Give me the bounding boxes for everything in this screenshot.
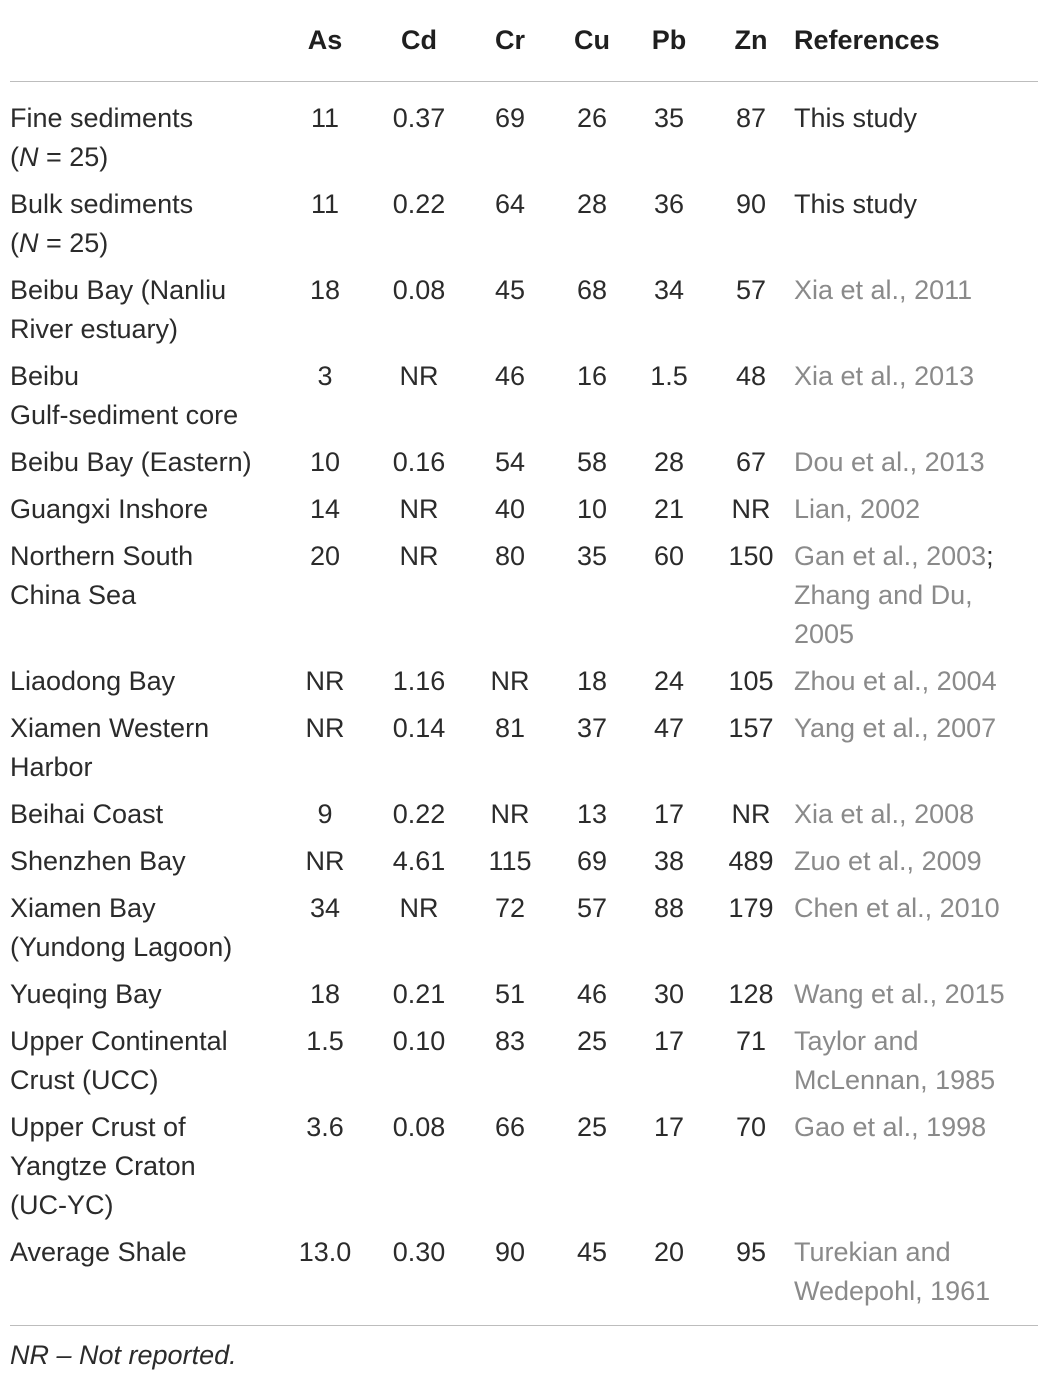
cd-value: 4.61 (392, 846, 446, 876)
zn-value: 57 (735, 275, 767, 305)
zn-value: 90 (735, 189, 767, 219)
reference-link[interactable]: Dou et al., 2013 (794, 447, 985, 477)
as-value: 13.0 (298, 1237, 352, 1267)
reference-cell (794, 709, 1038, 795)
cd-value: 0.21 (392, 979, 446, 1009)
reference-cell (794, 889, 1038, 975)
header-cd: Cd (372, 0, 466, 82)
location-line: (Yundong Lagoon) (10, 932, 233, 962)
cd-value: 0.08 (392, 1112, 446, 1142)
location-line: Beibu Bay (Eastern) (10, 447, 252, 477)
header-pb: Pb (630, 0, 708, 82)
location-cell (10, 490, 278, 537)
cd-value: 0.10 (392, 1026, 446, 1056)
reference-cell (794, 1108, 1038, 1233)
location-line: River estuary) (10, 314, 179, 344)
cu-value: 18 (576, 666, 608, 696)
reference-link[interactable]: Gan et al., 2003 (794, 541, 987, 571)
cu-value: 13 (576, 799, 608, 829)
as-value: 14 (309, 494, 341, 524)
as-value: 3 (317, 361, 333, 391)
reference-cell (794, 82, 1038, 186)
cd-value: NR (399, 893, 439, 923)
location-line: China Sea (10, 580, 137, 610)
location-cell (10, 709, 278, 795)
reference-cell (794, 842, 1038, 889)
location-line: Xiamen Bay (10, 893, 156, 923)
cu-value: 69 (576, 846, 608, 876)
location-line: Shenzhen Bay (10, 846, 186, 876)
cr-value: 83 (494, 1026, 526, 1056)
as-value: 11 (310, 189, 340, 219)
cr-value: NR (490, 799, 530, 829)
cr-value: 90 (494, 1237, 526, 1267)
pb-value: 21 (653, 494, 685, 524)
reference-link[interactable]: Turekian and (794, 1237, 951, 1267)
table-row (10, 357, 1038, 443)
cr-value: 115 (488, 846, 532, 876)
pb-value: 17 (653, 799, 685, 829)
zn-value: 48 (735, 361, 767, 391)
location-cell (10, 795, 278, 842)
reference-cell (794, 975, 1038, 1022)
location-line: Guangxi Inshore (10, 494, 209, 524)
table-row (10, 537, 1038, 662)
reference-line (794, 537, 1038, 576)
pb-value: 17 (653, 1112, 685, 1142)
header-cu: Cu (554, 0, 630, 82)
reference-text: This study (794, 103, 918, 133)
cd-value: 0.16 (392, 447, 446, 477)
table-row (10, 490, 1038, 537)
cu-value: 68 (576, 275, 608, 305)
cu-value: 25 (576, 1112, 608, 1142)
location-line: (N = 25) (10, 228, 109, 258)
zn-value: 87 (735, 103, 767, 133)
pb-value: 24 (653, 666, 685, 696)
location-cell (10, 443, 278, 490)
location-line: Upper Crust of (10, 1112, 186, 1142)
table-row (10, 443, 1038, 490)
cu-value: 46 (576, 979, 608, 1009)
header-zn: Zn (708, 0, 794, 82)
reference-link[interactable]: 2005 (794, 619, 855, 649)
zn-value: 70 (735, 1112, 767, 1142)
table-row (10, 889, 1038, 975)
cu-value: 16 (576, 361, 608, 391)
reference-cell (794, 795, 1038, 842)
reference-link[interactable]: Zhou et al., 2004 (794, 666, 997, 696)
reference-link[interactable]: Chen et al., 2010 (794, 893, 1000, 923)
reference-cell (794, 1233, 1038, 1325)
table-row (10, 795, 1038, 842)
as-value: 9 (317, 799, 333, 829)
location-cell (10, 889, 278, 975)
location-line: (UC-YC) (10, 1190, 114, 1220)
as-value: 10 (309, 447, 341, 477)
location-line: Beihai Coast (10, 799, 164, 829)
zn-value: 489 (728, 846, 774, 876)
location-line: Harbor (10, 752, 93, 782)
reference-link[interactable]: Xia et al., 2011 (794, 275, 973, 305)
pb-value: 17 (653, 1026, 685, 1056)
cr-value: 69 (494, 103, 526, 133)
reference-cell (794, 662, 1038, 709)
cu-value: 35 (576, 541, 608, 571)
location-cell (10, 1022, 278, 1108)
table-body (10, 82, 1038, 1326)
heavy-metal-comparison-table (10, 0, 1038, 1325)
reference-link[interactable]: Wedepohl, 1961 (794, 1276, 991, 1306)
zn-value: 157 (728, 713, 774, 743)
reference-cell (794, 357, 1038, 443)
pb-value: 20 (653, 1237, 685, 1267)
cu-value: 28 (576, 189, 608, 219)
cr-value: 46 (494, 361, 526, 391)
cr-value: NR (490, 666, 530, 696)
as-value: NR (305, 666, 345, 696)
table-row (10, 1108, 1038, 1233)
location-line: Yangtze Craton (10, 1151, 196, 1181)
cu-value: 26 (576, 103, 608, 133)
reference-link[interactable]: Xia et al., 2008 (794, 799, 975, 829)
cd-value: 0.14 (392, 713, 446, 743)
location-cell (10, 1233, 278, 1325)
cr-value: 72 (494, 893, 526, 923)
location-line: Beibu (10, 361, 80, 391)
pb-value: 28 (653, 447, 685, 477)
zn-value: 128 (728, 979, 774, 1009)
table-footnote: NR – Not reported. (10, 1340, 237, 1370)
header-references: References (794, 0, 1038, 82)
reference-link[interactable]: Zhang and Du, (794, 580, 973, 610)
cr-value: 40 (494, 494, 526, 524)
table-row (10, 975, 1038, 1022)
as-value: 18 (309, 979, 341, 1009)
cd-value: NR (399, 494, 439, 524)
location-cell (10, 975, 278, 1022)
header-row (10, 0, 1038, 82)
reference-cell (794, 490, 1038, 537)
reference-separator: ; (986, 541, 994, 571)
cu-value: 25 (576, 1026, 608, 1056)
cr-value: 80 (494, 541, 526, 571)
table-row (10, 1233, 1038, 1325)
reference-text: This study (794, 189, 918, 219)
location-cell (10, 185, 278, 271)
location-line: Bulk sediments (10, 189, 194, 219)
cu-value: 10 (576, 494, 608, 524)
location-cell (10, 842, 278, 889)
location-line: Fine sediments (10, 103, 194, 133)
zn-value: 67 (735, 447, 767, 477)
cd-value: 0.37 (392, 103, 446, 133)
cr-value: 54 (494, 447, 526, 477)
zn-value: NR (731, 799, 771, 829)
cr-value: 64 (494, 189, 526, 219)
as-value: 3.6 (306, 1112, 344, 1142)
reference-link[interactable]: Lian, 2002 (794, 494, 921, 524)
location-cell (10, 271, 278, 357)
cu-value: 57 (576, 893, 608, 923)
table-header (10, 0, 1038, 82)
zn-value: 105 (728, 666, 774, 696)
pb-value: 1.5 (650, 361, 688, 391)
header-cr: Cr (466, 0, 554, 82)
pb-value: 30 (653, 979, 685, 1009)
location-line: Yueqing Bay (10, 979, 162, 1009)
as-value: 11 (310, 103, 340, 133)
location-line: Beibu Bay (Nanliu (10, 275, 227, 305)
reference-link[interactable]: Taylor and (794, 1026, 919, 1056)
cd-value: 0.08 (392, 275, 446, 305)
reference-link[interactable]: Xia et al., 2013 (794, 361, 975, 391)
location-line: Xiamen Western (10, 713, 210, 743)
as-value: 34 (309, 893, 341, 923)
reference-cell (794, 185, 1038, 271)
table-row (10, 185, 1038, 271)
reference-link[interactable]: Yang et al., 2007 (794, 713, 997, 743)
table-row (10, 271, 1038, 357)
zn-value: NR (731, 494, 771, 524)
reference-link[interactable]: Zuo et al., 2009 (794, 846, 982, 876)
location-cell (10, 1108, 278, 1233)
cu-value: 45 (576, 1237, 608, 1267)
reference-link[interactable]: Gao et al., 1998 (794, 1112, 987, 1142)
pb-value: 47 (653, 713, 685, 743)
pb-value: 36 (653, 189, 685, 219)
cd-value: 1.16 (392, 666, 446, 696)
as-value: NR (305, 713, 345, 743)
cd-value: NR (399, 361, 439, 391)
reference-cell (794, 537, 1038, 662)
pb-value: 35 (653, 103, 685, 133)
location-line: Northern South (10, 541, 194, 571)
table-row (10, 82, 1038, 186)
location-line: Upper Continental (10, 1026, 228, 1056)
location-line: Average Shale (10, 1237, 187, 1267)
location-line: Liaodong Bay (10, 666, 176, 696)
cd-value: 0.22 (392, 189, 446, 219)
cr-value: 51 (494, 979, 526, 1009)
cr-value: 66 (494, 1112, 526, 1142)
zn-value: 95 (735, 1237, 767, 1267)
location-cell (10, 82, 278, 186)
location-cell (10, 537, 278, 662)
reference-cell (794, 1022, 1038, 1108)
location-cell (10, 357, 278, 443)
header-as: As (278, 0, 372, 82)
location-cell (10, 662, 278, 709)
location-line: Gulf-sediment core (10, 400, 239, 430)
zn-value: 179 (728, 893, 774, 923)
pb-value: 34 (653, 275, 685, 305)
location-line: (N = 25) (10, 142, 109, 172)
table-row (10, 709, 1038, 795)
pb-value: 88 (653, 893, 685, 923)
location-line: Crust (UCC) (10, 1065, 159, 1095)
reference-cell (794, 443, 1038, 490)
as-value: 1.5 (306, 1026, 344, 1056)
pb-value: 60 (653, 541, 685, 571)
as-value: 20 (309, 541, 341, 571)
reference-cell (794, 271, 1038, 357)
as-value: 18 (309, 275, 341, 305)
zn-value: 71 (735, 1026, 767, 1056)
cr-value: 81 (494, 713, 526, 743)
pb-value: 38 (653, 846, 685, 876)
zn-value: 150 (728, 541, 774, 571)
table-row (10, 1022, 1038, 1108)
reference-link[interactable]: Wang et al., 2015 (794, 979, 1005, 1009)
cd-value: 0.22 (392, 799, 446, 829)
cu-value: 58 (576, 447, 608, 477)
cd-value: NR (399, 541, 439, 571)
table-row (10, 842, 1038, 889)
reference-link[interactable]: McLennan, 1985 (794, 1065, 996, 1095)
cd-value: 0.30 (392, 1237, 446, 1267)
cu-value: 37 (576, 713, 608, 743)
cr-value: 45 (494, 275, 526, 305)
table-row (10, 662, 1038, 709)
as-value: NR (305, 846, 345, 876)
header-location (10, 0, 278, 82)
